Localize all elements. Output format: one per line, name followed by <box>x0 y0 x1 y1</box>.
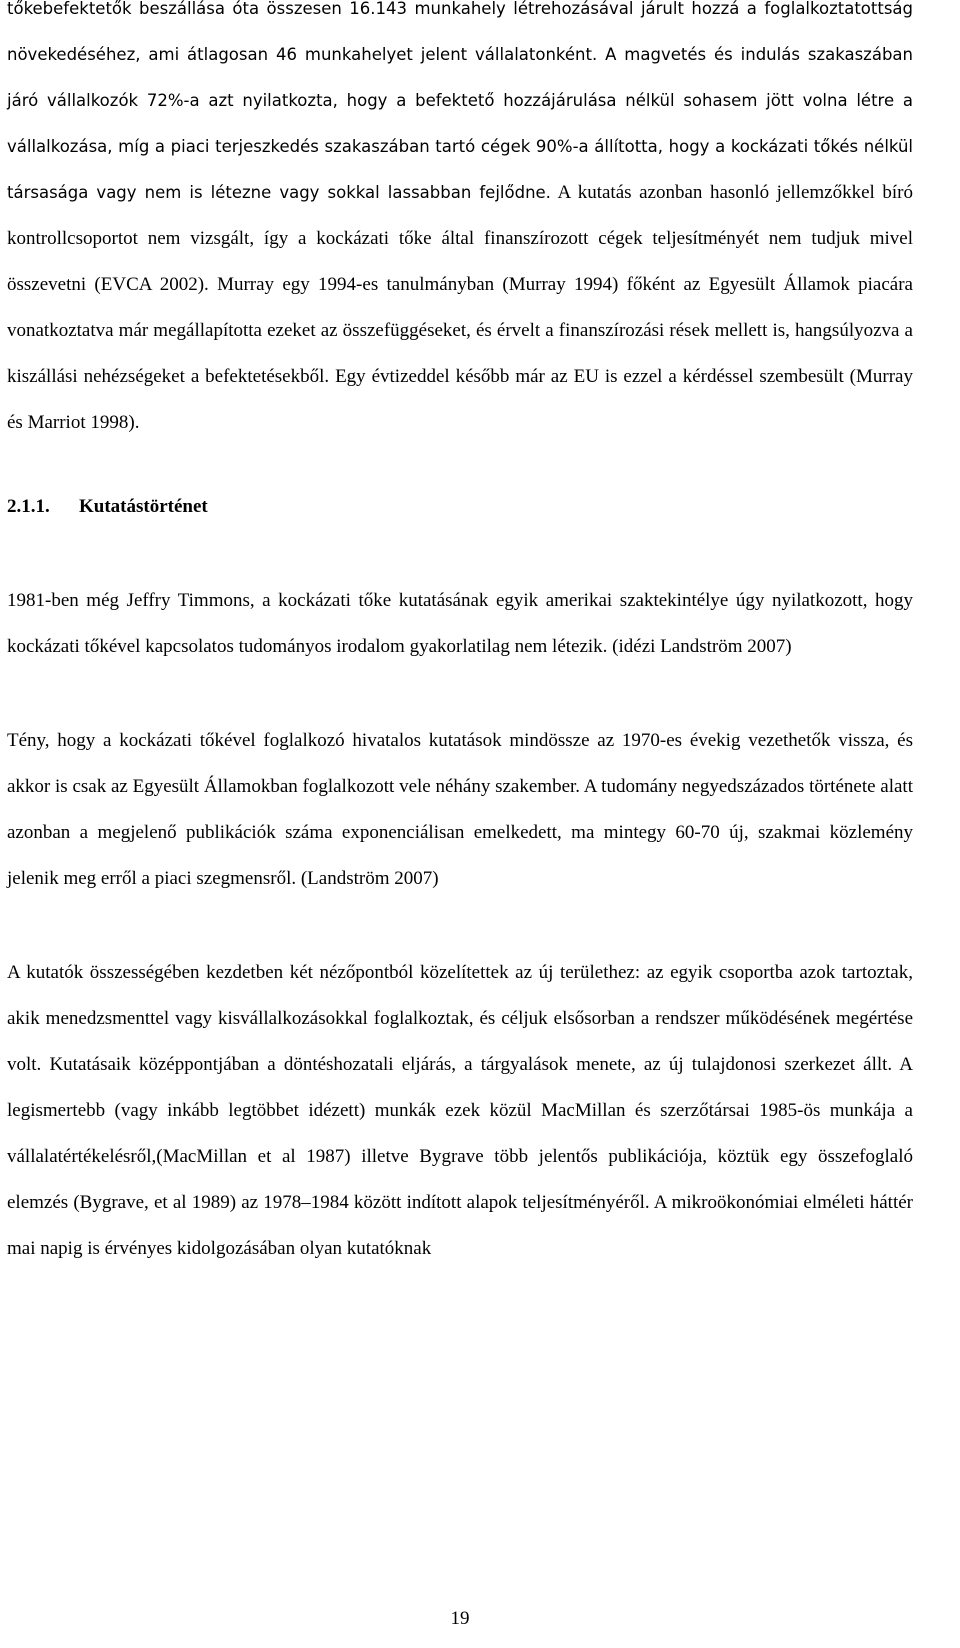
page-number: 19 <box>450 1608 470 1629</box>
paragraph-3: Tény, hogy a kockázati tőkével foglalkozó hivatalos kutatások mindössze az 1970-es évekig vezethetők vissza, és akkor is csak az Egyesült Államokban foglalkozott vele néhány szakember. A tudomány negyedszázados története alatt azonban a megjelenő publikációk száma exponenciálisan emelkedett, ma mintegy 60-70 új, szakmai közlemény jelenik meg erről a piaci szegmensről. (Landström 2007) <box>7 730 913 889</box>
paragraph-1-sans-text: tőkebefektetők beszállása óta összesen 16.143 munkahely létrehozásával járult hozzá a foglalkoztatottság növekedéséhez, ami átlagosan 46 munkahelyet jelent vállalatonként. A magvetés és indulás szakaszában járó vállalkozók 72%-a azt nyilatkozta, hogy a befektető hozzájárulása nélkül sohasem jött volna létre a vállalkozása, míg a piaci terjeszkedés szakaszában tartó cégek 90%-a állította, hogy a kockázati tőkés nélkül társasága vagy nem is létezne vagy sokkal lassabban fejlődne. <box>7 0 913 202</box>
paragraph-spacer <box>7 670 913 718</box>
paragraph-1-serif-text: A kutatás azonban hasonló jellemzőkkel bíró kontrollcsoportot nem vizsgált, így a kockázati tőke által finanszírozott cégek teljesítményét nem tudjuk mivel összevetni (EVCA 2002). Murray egy 1994-es tanulmányban (Murray 1994) főként az Egyesült Államok piacára vonatkoztatva már megállapította ezeket az összefüggéseket, és érvelt a finanszírozási rések mellett is, hangsúlyozva a kiszállási nehézségeket a befektetésekből. Egy évtizeddel később már az EU is ezzel a kérdéssel szembesült (Murray és Marriot 1998). <box>7 182 913 433</box>
section-title: Kutatástörténet <box>79 496 208 517</box>
section-number: 2.1.1. <box>7 496 50 517</box>
paragraph-spacer <box>7 902 913 950</box>
document-page <box>7 0 913 1272</box>
section-heading <box>7 446 913 578</box>
paragraph-2: 1981-ben még Jeffry Timmons, a kockázati tőke kutatásának egyik amerikai szaktekintélye úgy nyilatkozott, hogy kockázati tőkével kapcsolatos tudományos irodalom gyakorlatilag nem létezik. (idézi Landström 2007) <box>7 590 913 657</box>
paragraph-4: A kutatók összességében kezdetben két nézőpontból közelítettek az új területhez: az egyik csoportba azok tartoztak, akik menedzsmenttel vagy kisvállalkozásokkal foglalkoztak, és céljuk elsősorban a rendszer működésének megértése volt. Kutatásaik középpontjában a döntéshozatali eljárás, a tárgyalások menete, az új tulajdonosi szerkezet állt. A legismertebb (vagy inkább legtöbbet idézett) munkák ezek közül MacMillan és szerzőtársai 1985-ös munkája a vállalatértékelésről,(MacMillan et al 1987) illetve Bygrave több jelentős publikációja, köztük egy összefoglaló elemzés (Bygrave, et al 1989) az 1978–1984 között indított alapok teljesítményéről. A mikroökonómiai elméleti háttér mai napig is érvényes kidolgozásában olyan kutatóknak <box>7 962 913 1259</box>
paragraph-1 <box>7 0 913 446</box>
